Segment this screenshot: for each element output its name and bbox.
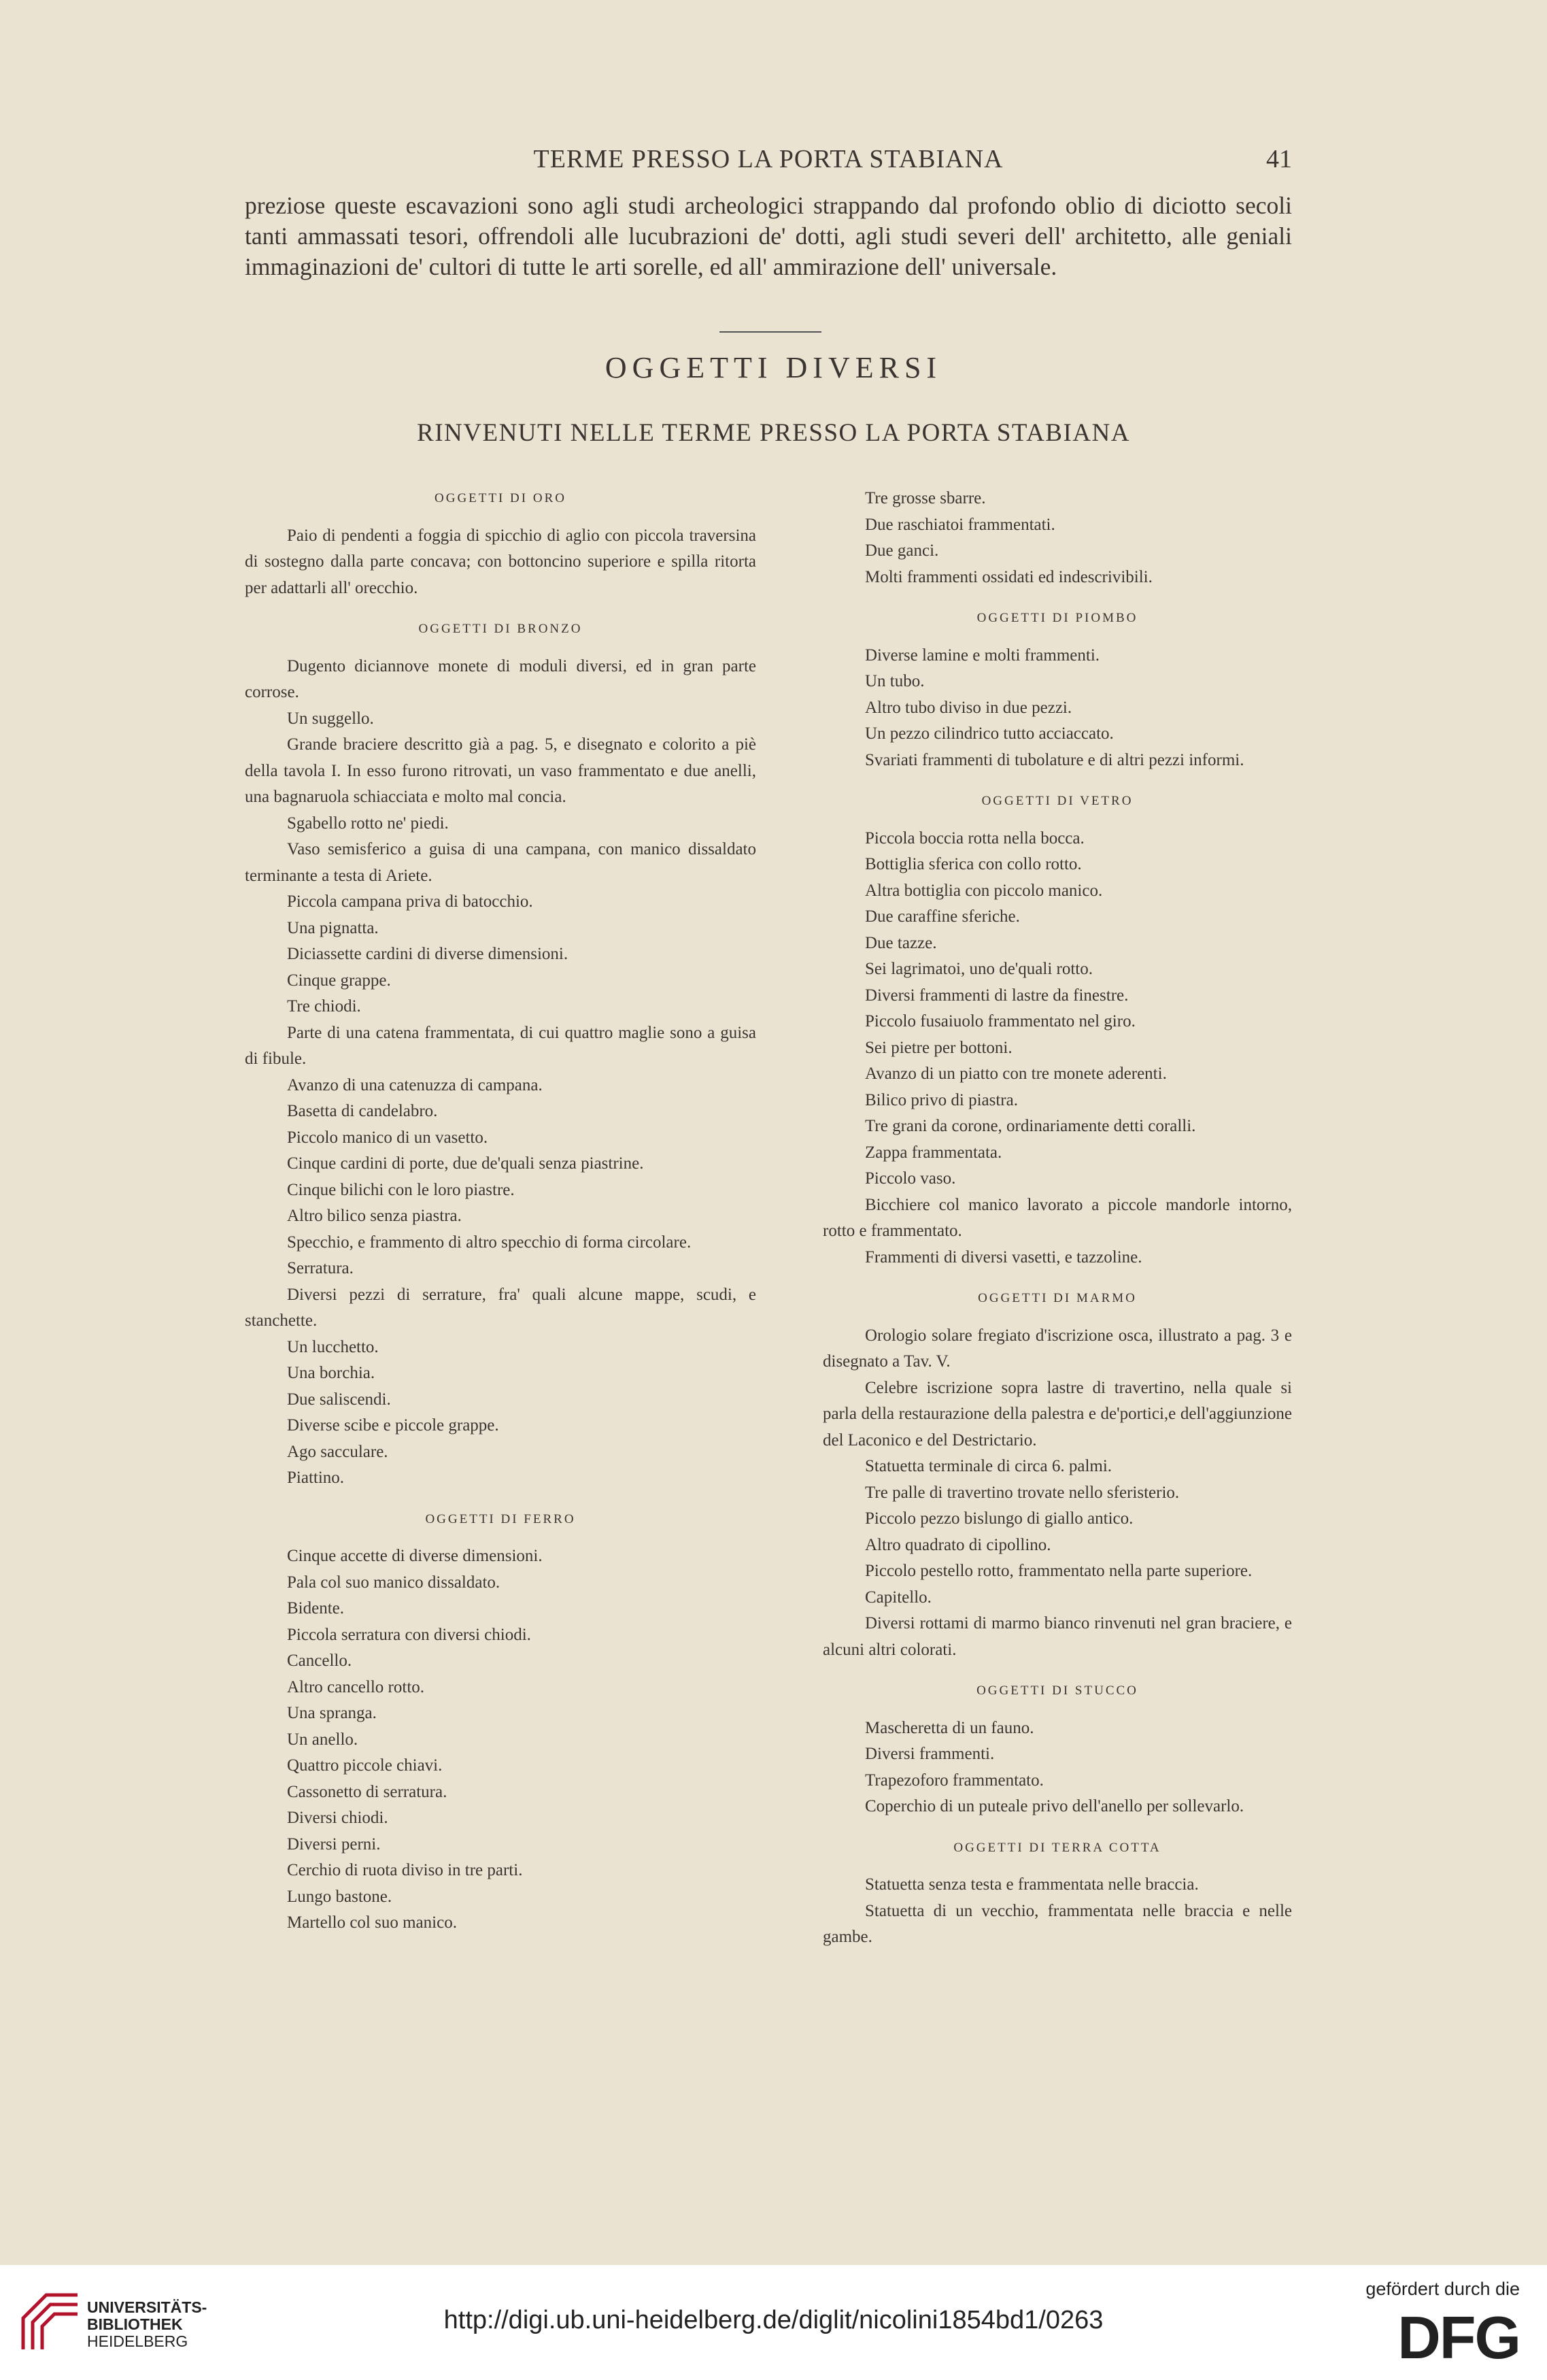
category-heading: OGGETTI DI PIOMBO [976, 611, 1138, 625]
list-item: Un anello. [287, 1730, 358, 1749]
list-item: Altro quadrato di cipollino. [865, 1535, 1051, 1554]
list-item: Piccola campana priva di batocchio. [287, 892, 533, 911]
section-title: OGGETTI DIVERSI [605, 351, 942, 384]
section-subtitle: RINVENUTI NELLE TERME PRESSO LA PORTA STABIANA [417, 419, 1130, 447]
footer-bar [0, 2265, 1547, 2380]
list-item: Sgabello rotto ne' piedi. [287, 814, 449, 833]
list-item: Zappa frammentata. [865, 1143, 1002, 1162]
list-item: Un lucchetto. [287, 1337, 379, 1356]
list-item: Avanzo di un piatto con tre monete aderenti. [865, 1065, 1167, 1083]
category-heading: OGGETTI DI STUCCO [976, 1683, 1138, 1698]
list-item: Sei pietre per bottoni. [865, 1038, 1013, 1057]
list-item: Cerchio di ruota diviso in tre parti. [287, 1861, 523, 1879]
list-item: Una borchia. [287, 1364, 375, 1382]
list-item: Dugento diciannove monete di moduli diversi, ed in gran parte corrose. [245, 656, 756, 701]
list-item: Statuetta terminale di circa 6. palmi. [865, 1457, 1112, 1475]
dfg-logo: DFG [1397, 2304, 1520, 2371]
list-item: Piccolo manico di un vasetto. [287, 1128, 488, 1147]
page-header [245, 144, 1292, 178]
intro-text: preziose queste escavazioni sono agli studi archeologici strappando dal profondo oblio di diciotto secoli tanti ammassati tesori, offrendoli alle lucubrazioni de' dotti, agli studi severi dell' architetto, alle geniali immaginazioni de' cultori di tutte le arti sorelle, ed all' ammirazione dell' universale. [245, 192, 1292, 280]
list-item: Tre grosse sbarre. [865, 489, 986, 507]
list-item: Un pezzo cilindrico tutto acciaccato. [865, 724, 1114, 743]
library-name-line: HEIDELBERG [87, 2332, 188, 2350]
list-item: Tre grani da corone, ordinariamente detti coralli. [865, 1117, 1196, 1135]
list-item: Svariati frammenti di tubolature e di altri pezzi informi. [865, 750, 1244, 769]
list-item: Sei lagrimatoi, uno de'quali rotto. [865, 960, 1093, 978]
right-column [823, 486, 1292, 1951]
list-item: Un tubo. [865, 672, 925, 690]
list-item: Altra bottiglia con piccolo manico. [865, 881, 1103, 900]
list-item: Un suggello. [287, 709, 374, 728]
list-item: Cancello. [287, 1652, 352, 1670]
list-item: Mascheretta di un fauno. [865, 1718, 1034, 1737]
list-item: Diversi frammenti di lastre da finestre. [865, 986, 1129, 1005]
category-heading: OGGETTI DI ORO [435, 491, 566, 505]
list-item: Bilico privo di piastra. [865, 1090, 1018, 1109]
list-item: Diverse lamine e molti frammenti. [865, 646, 1100, 665]
list-item: Capitello. [865, 1588, 932, 1607]
list-item: Serratura. [287, 1259, 354, 1277]
list-item: Orologio solare fregiato d'iscrizione osca, illustrato a pag. 3 e disegnato a Tav. V. [823, 1326, 1292, 1371]
list-item: Piccolo vaso. [865, 1169, 956, 1188]
list-item: Diversi pezzi di serrature, fra' quali alcune mappe, scudi, e stanchette. [245, 1285, 756, 1330]
list-item: Diciassette cardini di diverse dimensioni. [287, 945, 568, 963]
list-item: Diversi chiodi. [287, 1809, 388, 1827]
list-item: Due raschiatoi frammentati. [865, 515, 1055, 534]
category-heading: OGGETTI DI MARMO [978, 1291, 1137, 1305]
list-item: Celebre iscrizione sopra lastre di travertino, nella quale si parla della restaurazione della palestra e de'portici,e dell'aggiunzione del Laconico e del Destrictario. [823, 1378, 1292, 1449]
list-item: Piccola serratura con diversi chiodi. [287, 1625, 531, 1644]
list-item: Statuetta di un vecchio, frammentata nelle braccia e nelle gambe. [823, 1901, 1292, 1946]
left-column [245, 486, 756, 1937]
library-name-line: BIBLIOTHEK [87, 2315, 183, 2333]
list-item: Altro bilico senza piastra. [287, 1207, 462, 1225]
list-item: Diversi rottami di marmo bianco rinvenuti nel gran braciere, e alcuni altri colorati. [823, 1614, 1292, 1659]
list-item: Coperchio di un puteale privo dell'anello per sollevarlo. [865, 1797, 1244, 1815]
list-item: Statuetta senza testa e frammentata nelle braccia. [865, 1875, 1199, 1894]
list-item: Altro tubo diviso in due pezzi. [865, 698, 1072, 717]
list-item: Altro cancello rotto. [287, 1677, 425, 1696]
list-item: Cinque accette di diverse dimensioni. [287, 1547, 543, 1565]
category-heading: OGGETTI DI FERRO [425, 1511, 576, 1526]
list-item: Basetta di candelabro. [287, 1102, 438, 1120]
funder-label: gefördert durch die [1365, 2279, 1520, 2299]
list-item: Ago sacculare. [287, 1442, 388, 1461]
list-item: Specchio, e frammento di altro specchio di forma circolare. [287, 1233, 692, 1252]
list-item: Due caraffine sferiche. [865, 907, 1020, 926]
list-item: Tre palle di travertino trovate nello sferisterio. [865, 1483, 1180, 1502]
list-item: Due ganci. [865, 541, 939, 560]
list-item: Diversi perni. [287, 1834, 381, 1854]
list-item: Parte di una catena frammentata, di cui quattro maglie sono a guisa di fibule. [245, 1023, 756, 1068]
list-item: Trapezoforo frammentato. [865, 1771, 1044, 1790]
divider-rule [719, 331, 821, 333]
list-item: Tre chiodi. [287, 997, 361, 1016]
list-item: Lungo bastone. [287, 1887, 392, 1906]
list-item: Quattro piccole chiavi. [287, 1756, 443, 1775]
list-item: Molti frammenti ossidati ed indescrivibili. [865, 567, 1153, 586]
list-item: Piattino. [287, 1469, 345, 1487]
list-item: Piccolo pezzo bislungo di giallo antico. [865, 1509, 1134, 1528]
list-item: Una spranga. [287, 1704, 377, 1722]
list-item: Diverse scibe e piccole grappe. [287, 1416, 499, 1435]
list-item: Martello col suo manico. [287, 1913, 457, 1932]
list-item: Bicchiere col manico lavorato a piccole mandorle intorno, rotto e frammentato. [823, 1195, 1292, 1240]
list-item: Due tazze. [865, 933, 937, 952]
list-item: Avanzo di una catenuzza di campana. [287, 1075, 543, 1094]
list-item: Piccolo fusaiuolo frammentato nel giro. [865, 1012, 1136, 1030]
list-item: Grande braciere descritto già a pag. 5, e disegnato e colorito a piè della tavola I. In esso furono ritrovati, un vaso frammentato e due anelli, una bagnaruola schiacciata e molto mal concia. [245, 735, 756, 806]
permalink-url[interactable]: http://digi.ub.uni-heidelberg.de/diglit/nicolini1854bd1/0263 [443, 2306, 1104, 2334]
intro-paragraph [245, 190, 1292, 282]
list-item: Due saliscendi. [287, 1390, 391, 1409]
list-item: Cinque bilichi con le loro piastre. [287, 1180, 515, 1199]
list-item: Paio di pendenti a foggia di spicchio di aglio con piccola traversina di sostegno dalla parte concava; con bottoncino superiore e spilla ritorta per adattarli all' orecchio. [245, 526, 756, 597]
list-item: Bottiglia sferica con collo rotto. [865, 855, 1082, 873]
list-item: Pala col suo manico dissaldato. [287, 1573, 500, 1592]
list-item: Vaso semisferico a guisa di una campana, con manico dissaldato terminante a testa di Ariete. [245, 840, 756, 885]
library-name-line: UNIVERSITÄTS- [87, 2298, 207, 2316]
list-item: Diversi frammenti. [865, 1745, 995, 1763]
list-item: Piccola boccia rotta nella bocca. [865, 828, 1085, 848]
list-item: Frammenti di diversi vasetti, e tazzoline. [865, 1247, 1142, 1267]
list-item: Cinque grappe. [287, 971, 391, 990]
category-heading: OGGETTI DI BRONZO [418, 622, 583, 636]
running-title: TERME PRESSO LA PORTA STABIANA [533, 145, 1004, 173]
list-item: Cinque cardini di porte, due de'quali senza piastrine. [287, 1154, 644, 1173]
list-item: Cassonetto di serratura. [287, 1782, 447, 1801]
list-item: Piccolo pestello rotto, frammentato nella parte superiore. [865, 1562, 1253, 1580]
category-heading: OGGETTI DI VETRO [981, 794, 1134, 808]
page-number: 41 [1266, 145, 1292, 173]
list-item: Una pignatta. [287, 918, 379, 937]
list-item: Bidente. [287, 1599, 345, 1618]
category-heading: OGGETTI DI TERRA COTTA [953, 1840, 1161, 1855]
